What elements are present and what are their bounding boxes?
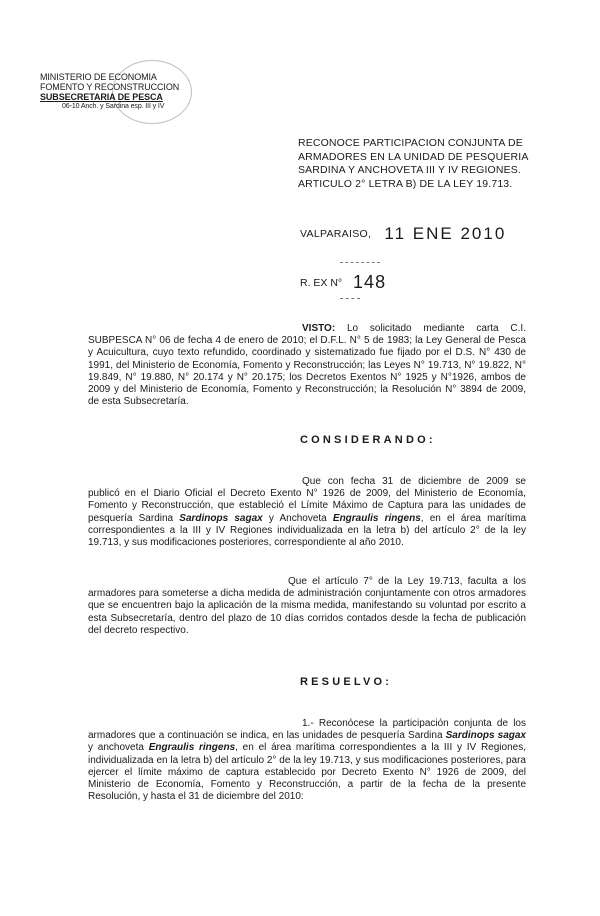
considerando-paragraph-2 (88, 576, 526, 637)
species-name: Sardinops sagax (445, 730, 526, 742)
species-name: Engraulis ringens (332, 512, 421, 524)
place-date (300, 224, 506, 244)
visto-text: Lo solicitado mediante carta C.I. SUBPESCA N° 06 de fecha 4 de enero de 2010; el D.F.L. N° 5 de 1983; la Ley General de Pesca y Acuicultura, cuyo texto refundido, coordinado y sistematizado fue fijado por el D.S. N° 430 de 1991, del Ministerio de Economía, Fomento y Reconstrucción; las Leyes N° 19.713, N° 19.822, N° 19.849, N° 19.880, N° 20.174 y N° 20.175; los Decretos Exentos N° 1925 y N°1926, ambos de 2009 y del Ministerio de Economía, Fomento y Reconstrucción; la Resolución N° 3894 de 2009, de esta Subsecretaría. (88, 323, 526, 408)
text-run: y anchoveta (88, 742, 149, 754)
date-stamp: 11 ENE 2010 (384, 224, 507, 243)
resolution-number (300, 272, 386, 293)
dashed-line (340, 262, 380, 263)
visto-label: VISTO: (302, 323, 336, 334)
rex-label: R. EX N° (300, 277, 343, 289)
place-label: VALPARAISO, (300, 228, 372, 240)
resolution-title: RECONOCE PARTICIPACION CONJUNTA DE ARMADORES EN LA UNIDAD DE PESQUERIA SARDINA Y ANCHOVETA III Y IV REGIONES. ARTICULO 2° LETRA B) DE LA LEY 19.713. (298, 137, 528, 190)
letterhead-reference: 06-10 Anch. y Sardina esp. III y IV (62, 103, 165, 110)
species-name: Sardinops sagax (179, 512, 263, 524)
text-run: Que con fecha 31 de diciembre de 2009 se publicó en el Diario Oficial el Decreto Exento N° 1926 de 2009, del Ministerio de Economía, Fomento y Reconstrucción, que estableció el Límite Máximo de Captura para las unidades de pesquería Sardina (88, 476, 526, 524)
text-run: , en el área marítima correspondientes a la III y IV Regiones, individualizada en la letra b) del artículo 2° de la ley 19.713, y sus modificaciones posteriores, para ejercer el límite máximo de captura establecido por Decreto Exento N° 1926 de 2009, del Ministerio de Economía, Fomento y Reconstrucción, a partir de la fecha de la presente Resolución, y hasta el 31 de diciembre del 2010: (88, 742, 526, 803)
letterhead-ministry: MINISTERIO DE ECONOMIA (40, 72, 157, 82)
text-run: Que el artículo 7° de la Ley 19.713, faculta a los armadores para someterse a dicha medida de administración conjuntamente con otros armadores que se encuentren bajo la aplicación de la misma medida, manifestando su voluntad por escrito a esta Subsecretaría, dentro del plazo de 10 días corridos contados desde la fecha de publicación del decreto respectivo. (88, 576, 526, 636)
resuelvo-paragraph-1 (88, 718, 526, 803)
rex-number: 148 (353, 272, 387, 292)
species-name: Engraulis ringens (148, 742, 236, 754)
resuelvo-heading: RESUELVO: (300, 676, 393, 688)
considerando-paragraph-1 (88, 476, 526, 549)
letterhead-department: FOMENTO Y RECONSTRUCCION (40, 82, 180, 92)
text-run: y Anchoveta (262, 512, 333, 524)
letterhead-subsecretaria: SUBSECRETARIA DE PESCA (40, 92, 163, 102)
text-run: , en el área marítima correspondientes a la III y IV Regiones individualizada en la letra b) del artículo 2° de la ley 19.713, y sus modificaciones posteriores, correspondiente al año 2010. (88, 512, 527, 549)
text-run: 1.- Reconócese la participación conjunta de los armadores que a continuación se indica, en las unidades de pesquería Sardina (88, 718, 526, 742)
letterhead (40, 72, 240, 112)
dashed-line (340, 298, 360, 299)
considerando-heading: CONSIDERANDO: (300, 434, 436, 446)
visto-section (88, 323, 526, 408)
